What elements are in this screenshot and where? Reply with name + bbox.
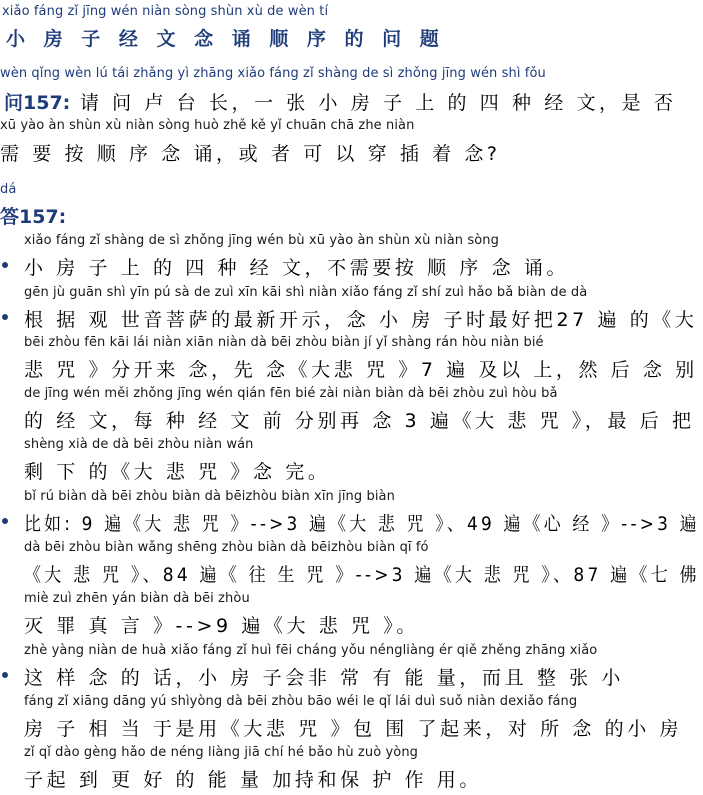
bullet-icon (2, 518, 8, 524)
answer-item-2-text-1: 根 据 观 世音菩萨的最新开示，念 小 房 子时最好把27 遍 的《大 (24, 309, 698, 331)
answer-label: 答157: (0, 206, 67, 228)
question-line-1 (4, 88, 677, 115)
answer-item-2-pinyin-1: gēn jù guān shì yīn pú sà de zuì xīn kāi shì niàn xiǎo fáng zǐ shí zuì hǎo bǎ biàn de dà (24, 285, 588, 300)
answer-item-1-pinyin: xiǎo fáng zǐ shàng de sì zhǒng jīng wén bù xū yào àn shùn xù niàn sòng (24, 233, 499, 248)
answer-item-2-pinyin-3: de jīng wén měi zhǒng jīng wén qián fēn bié zài niàn biàn dà bēi zhòu zuì hòu bǎ (24, 386, 558, 401)
answer-item-4-text-2: 房 子 相 当 于是用《大悲 咒 》包 围 了起来，对 所 念 的小 房 (24, 718, 683, 740)
answer-item-2-pinyin-4: shèng xià de dà bēi zhòu niàn wán (24, 437, 254, 452)
answer-item-4-pinyin-3: zǐ qǐ dào gèng hǎo de néng liàng jiā chí hé bǎo hù zuò yòng (24, 745, 419, 760)
answer-item-3-text-2: 《大 悲 咒 》、84 遍《 往 生 咒 》-->3 遍《大 悲 咒 》、87 遍《七 佛 (24, 564, 700, 586)
answer-item-4-pinyin-2: fáng zǐ xiāng dāng yú shìyòng dà bēi zhòu bāo wéi le qǐ lái duì suǒ niàn dexiǎo fáng (24, 694, 578, 709)
answer-item-4-text-1: 这 样 念 的 话，小 房 子会非 常 有 能 量，而且 整 张 小 (24, 667, 624, 689)
bullet-icon (2, 672, 8, 678)
answer-item-2-text-3: 的 经 文，每 种 经 文 前 分别再 念 3 遍《大 悲 咒 》，最 后 把 (24, 410, 695, 432)
bullet-icon (2, 262, 8, 268)
question-label: 问157: (4, 92, 71, 114)
question-pinyin-line-1: wèn qǐng wèn lú tái zhǎng yì zhāng xiǎo fáng zǐ shàng de sì zhǒng jīng wén shì fǒu (0, 66, 546, 81)
page-title: 小 房 子 经 文 念 诵 顺 序 的 问 题 (6, 28, 445, 50)
answer-item-4-pinyin-1: zhè yàng niàn de huà xiǎo fáng zǐ huì fēi cháng yǒu néngliàng ér qiě zhěng zhāng xiǎo (24, 643, 598, 658)
answer-item-2-text-4: 剩 下 的《大 悲 咒 》念 完。 (24, 461, 331, 483)
title-pinyin: xiǎo fáng zǐ jīng wén niàn sòng shùn xù de wèn tí (2, 4, 329, 19)
answer-item-2-text-2: 悲 咒 》分开来 念，先 念《大悲 咒 》7 遍 及以 上，然 后 念 别 (24, 359, 698, 381)
bullet-icon (2, 314, 8, 320)
answer-item-3-pinyin-2: dà bēi zhòu biàn wǎng shēng zhòu biàn dà bēizhòu biàn qī fó (24, 540, 429, 555)
answer-label-pinyin: dá (0, 182, 17, 197)
answer-item-4-text-3: 子起 到 更 好 的 能 量 加持和保 护 作 用。 (24, 769, 482, 791)
answer-item-3-text-3: 灭 罪 真 言 》-->9 遍《大 悲 咒 》。 (24, 615, 419, 637)
answer-item-3-pinyin-3: miè zuì zhēn yán biàn dà bēi zhòu (24, 591, 250, 606)
question-line-2: 需 要 按 顺 序 念 诵，或 者 可 以 穿 插 着 念? (0, 143, 501, 165)
answer-item-3-text-1: 比如: 9 遍《大 悲 咒 》-->3 遍《大 悲 咒 》、49 遍《心 经 》-->3 遍 (24, 513, 700, 535)
answer-item-1-text: 小 房 子 上 的 四 种 经 文，不需要按 顺 序 念 诵。 (24, 257, 570, 279)
question-text-1: 请 问 卢 台 长，一 张 小 房 子 上 的 四 种 经 文，是 否 (79, 92, 677, 114)
question-pinyin-line-2: xū yào àn shùn xù niàn sòng huò zhě kě yǐ chuān chā zhe niàn (0, 118, 415, 133)
answer-item-2-pinyin-2: bēi zhòu fēn kāi lái niàn xiān niàn dà bēi zhòu biàn jí yǐ shàng rán hòu niàn bié (24, 335, 544, 350)
answer-item-3-pinyin-1: bǐ rú biàn dà bēi zhòu biàn dà bēizhòu biàn xīn jīng biàn (24, 489, 395, 504)
